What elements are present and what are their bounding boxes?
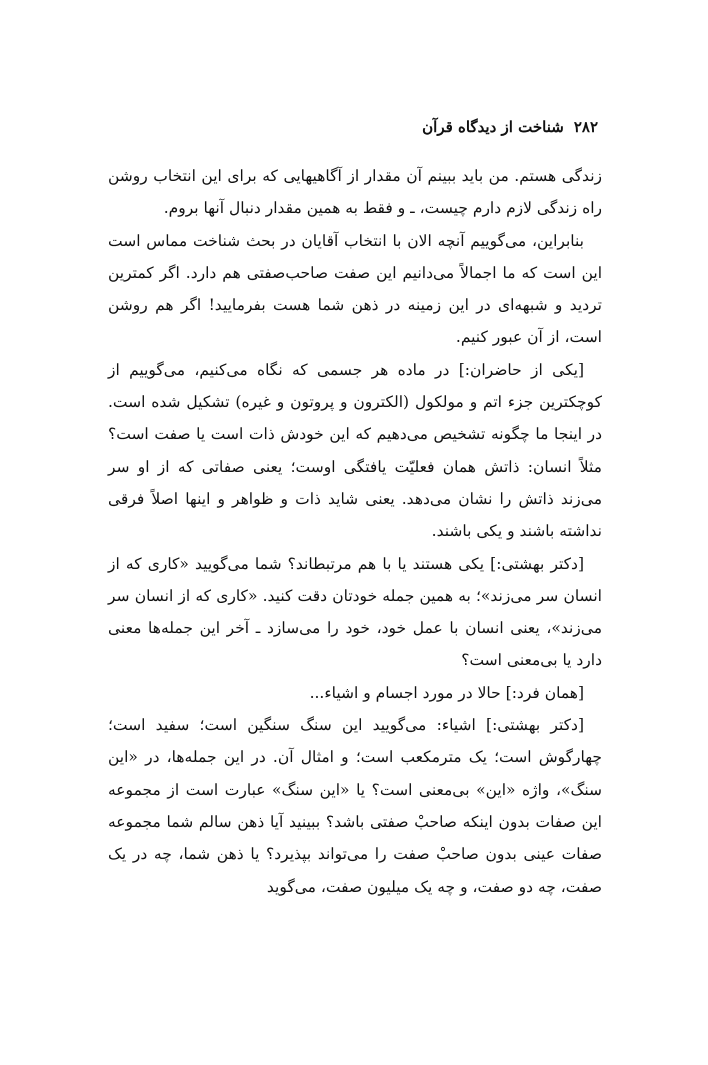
book-title: شناخت از دیدگاه قرآن — [422, 118, 564, 136]
body-text — [108, 160, 602, 903]
page-number: ۲۸۲ — [573, 118, 598, 136]
paragraph: بنابراین، می‌گوییم آنچه الان با انتخاب آقایان در بحث شناخت مماس است این است که ما اجمالاً می‌دانیم این صفت صاحب‌صفتی هم دارد. اگر کمترین تردید و شبهه‌ای در این زمینه در ذهن شما هست بفرمایید! اگر هم روشن است، از آن عبور کنیم. — [108, 231, 602, 347]
paragraph: [یکی از حاضران:] در ماده هر جسمی که نگاه می‌کنیم، می‌گوییم از کوچکترین جزء اتم و مولکول (الکترون و پروتون و غیره) تشکیل شده است. در اینجا ما چگونه تشخیص می‌دهیم که این خودش ذات است یا صفت است؟ مثلاً انسان: ذاتش همان فعلیّت یافتگی اوست؛ یعنی صفاتی که از او سر می‌زند ذاتش را نشان می‌دهد. یعنی شاید ذات و ظواهر و اینها اصلاً فرقی نداشته باشند و یکی باشند. — [108, 360, 602, 541]
paragraph: [دکتر بهشتی:] اشیاء: می‌گویید این سنگ سنگین است؛ سفید است؛ چهارگوش است؛ یک مترمکعب است؛ و امثال آن. در این جمله‌ها، در «این سنگ»، واژه «این» بی‌معنی است؟ یا «این سنگ» عبارت است از مجموعه این صفات بدون اینکه صاحبْ صفتی باشد؟ ببینید آیا ذهن سالم شما مجموعه صفات عینی بدون صاحبْ صفت را می‌تواند بپذیرد؟ یا ذهن شما، چه در یک صفت، چه دو صفت، و چه یک میلیون صفت، می‌گوید — [108, 716, 602, 896]
paragraph: [همان فرد:] حالا در مورد اجسام و اشیاء... — [309, 683, 584, 702]
running-header — [422, 118, 598, 136]
paragraph: [دکتر بهشتی:] یکی هستند یا با هم مرتبطاند؟ شما می‌گویید «کاری که از انسان سر می‌زند»؛ به همین جمله خودتان دقت کنید. «کاری که از انسان سر می‌زند»، یعنی انسان با عمل خود، خود را می‌سازد ـ آخر این جمله‌ها معنی دارد یا بی‌معنی است؟ — [108, 554, 602, 670]
paragraph-continuation: زندگی هستم. من باید ببینم آن مقدار از آگاهیهایی که برای این انتخاب روشن راه زندگی لازم دارم چیست، ـ و فقط به همین مقدار دنبال آنها بروم. — [108, 167, 602, 218]
